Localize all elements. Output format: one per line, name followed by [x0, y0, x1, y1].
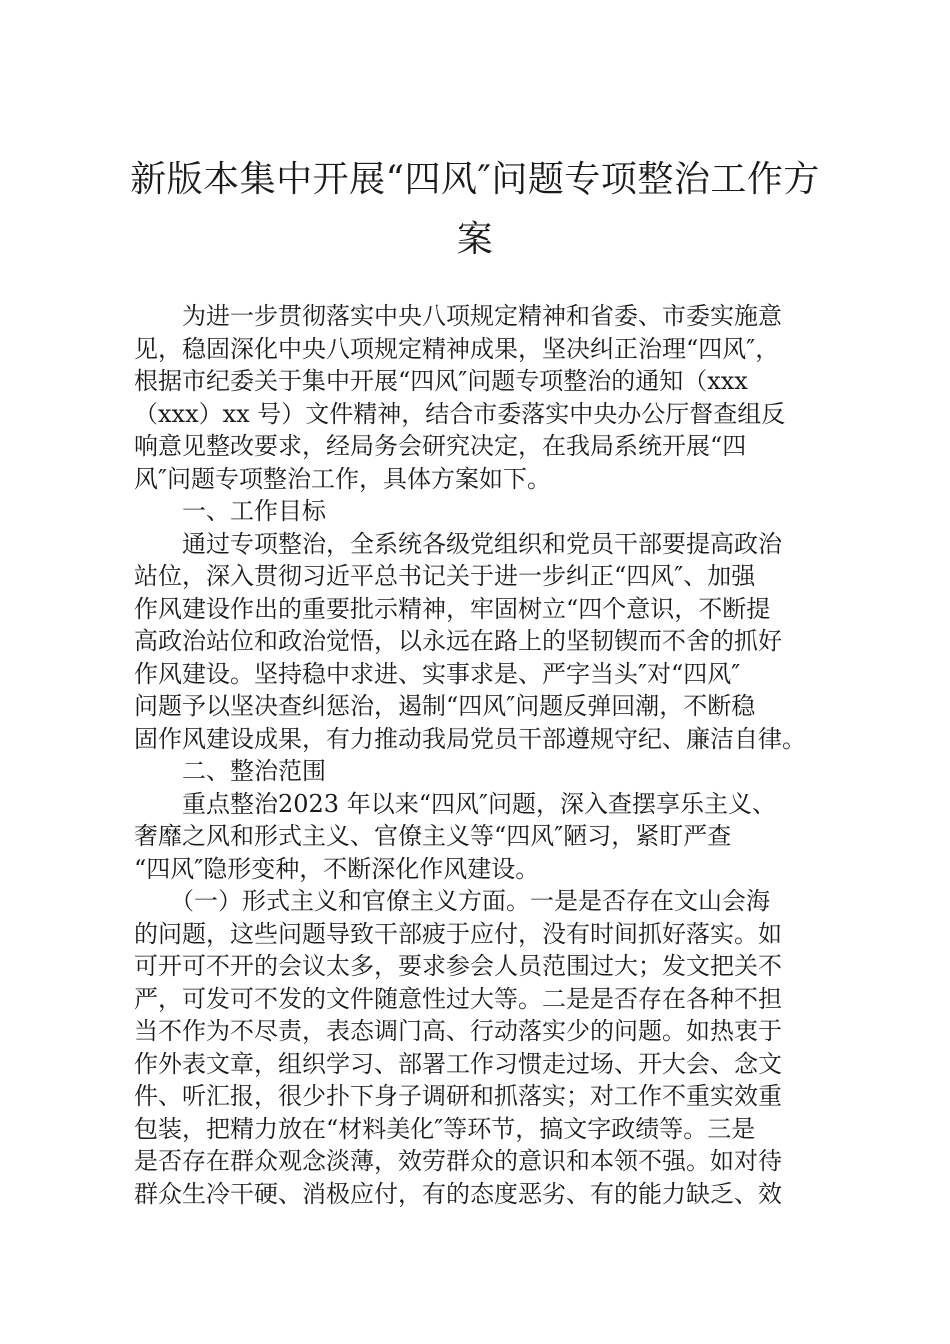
text-line: 包装，把精力放在“材料美化″等环节，搞文字政绩等。三是	[134, 1114, 756, 1143]
text-line: 为进一步贯彻落实中央八项规定精神和省委、市委实施意	[134, 302, 782, 330]
text-line: 通过专项整治，全系统各级党组织和党员干部要提高政治	[134, 529, 782, 558]
text-line: 高政治站位和政治觉悟，以永远在路上的坚韧锲而不舍的抓好	[134, 627, 782, 655]
text-line: （一）形式主义和官僚主义方面。一是是否存在文山会海	[134, 887, 770, 915]
text-line: 是否存在群众观念淡薄，效劳群众的意识和本领不强。如对待	[134, 1147, 782, 1175]
body-text-part-1	[134, 300, 834, 755]
text-line: 件、听汇报，很少扑下身子调研和抓落实；对工作不重实效重	[134, 1082, 782, 1110]
section-heading-goals: 一、工作目标	[134, 497, 326, 525]
text-line: 作风建设。坚持稳中求进、实事求是、严字当头″对“四风″	[134, 659, 741, 688]
text-line: 响意见整改要求，经局务会研究决定，在我局系统开展“四	[134, 432, 747, 460]
section-heading-scope: 二、整治范围	[134, 757, 326, 785]
text-line: 问题予以坚决查纠惩治，遏制“四风″问题反弹回潮，不断稳	[134, 692, 756, 720]
text-line: 群众生冷干硬、消极应付，有的态度恶劣、有的能力缺乏、效	[134, 1179, 782, 1208]
text-line: 作风建设作出的重要批示精神，牢固树立“四个意识，不断提	[134, 594, 771, 623]
text-line: 可开可不开的会议太多，要求参会人员范围过大；发文把关不	[134, 952, 782, 980]
document-title-line-2: 案	[456, 219, 494, 260]
text-line: 固作风建设成果，有力推动我局党员干部遵规守纪、廉洁自律。	[134, 724, 806, 753]
text-line: 根据市纪委关于集中开展“四风″问题专项整治的通知（xxx	[134, 367, 748, 395]
text-line: 奢靡之风和形式主义、官僚主义等“四风″陋习，紧盯严查	[134, 822, 732, 850]
text-line: 见，稳固深化中央八项规定精神成果，坚决纠正治理“四风″，	[134, 334, 780, 363]
text-line: 站位，深入贯彻习近平总书记关于进一步纠正“四风″、加强	[134, 562, 756, 590]
text-line: 的问题，这些问题导致干部疲于应付，没有时间抓好落实。如	[134, 919, 782, 948]
text-line: “四风″隐形变种，不断深化作风建设。	[134, 854, 540, 883]
text-line: 重点整治2023 年以来“四风″问题，深入查摆享乐主义、	[134, 789, 776, 818]
document-title-line-1: 新版本集中开展“四风″问题专项整治工作方	[130, 159, 820, 200]
body-text-part-2	[134, 755, 834, 1210]
text-line: （xxx）xx 号）文件精神，结合市委落实中央办公厅督查组反	[134, 399, 786, 428]
text-line: 当不作为不尽责，表态调门高、行动落实少的问题。如热衷于	[134, 1017, 782, 1045]
text-line: 严，可发可不发的文件随意性过大等。二是是否存在各种不担	[134, 984, 782, 1013]
text-line: 作外表文章，组织学习、部署工作习惯走过场、开大会、念文	[134, 1049, 782, 1078]
text-line: 风″问题专项整治工作，具体方案如下。	[134, 464, 551, 493]
